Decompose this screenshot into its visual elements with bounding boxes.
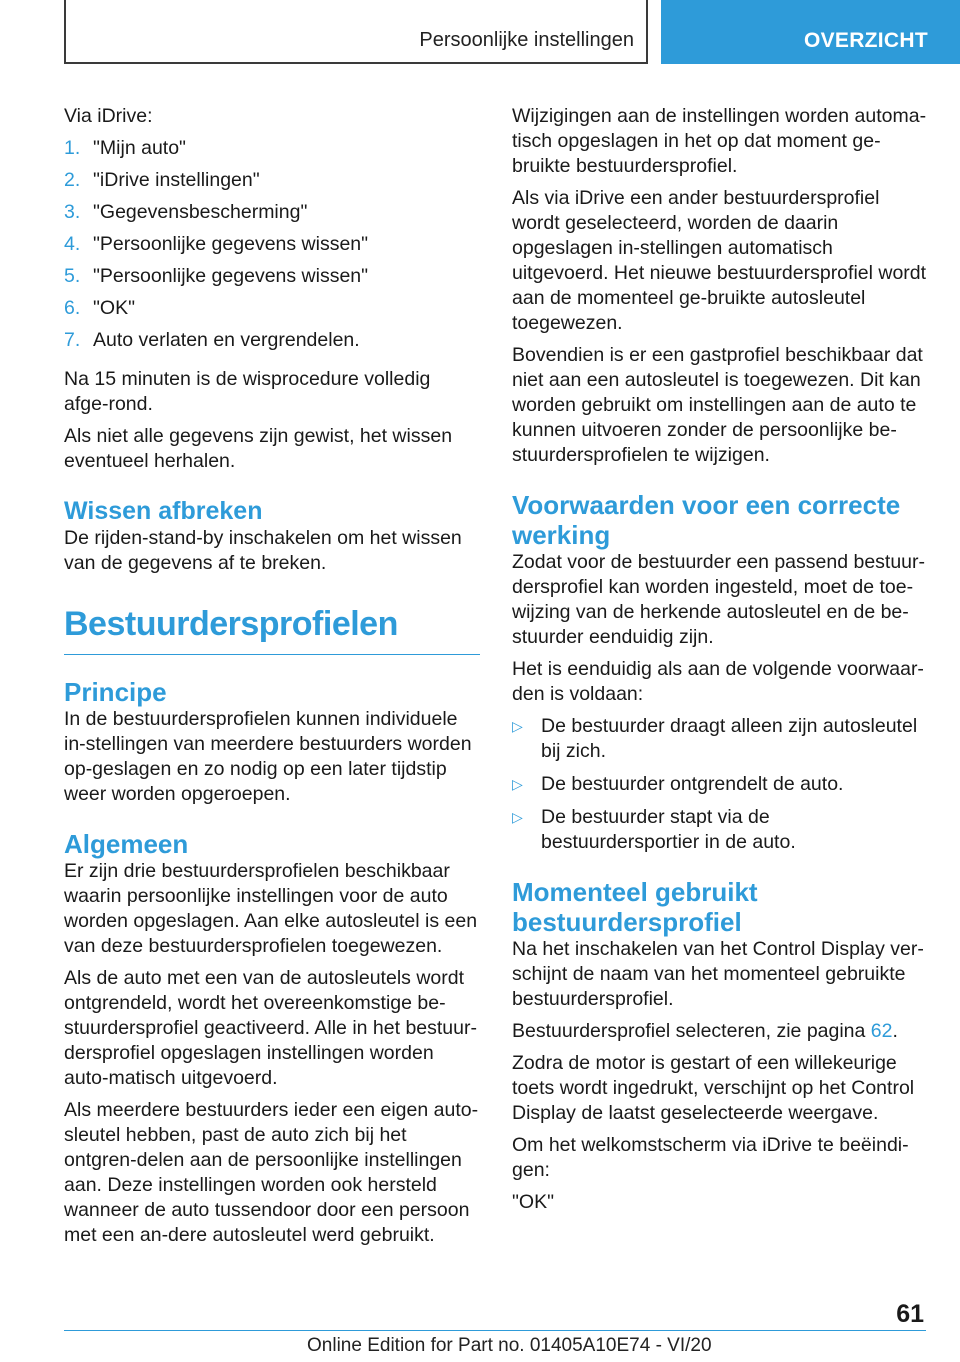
triangle-bullet-icon: ▷ (512, 809, 523, 825)
page-link[interactable]: 62 (870, 1020, 893, 1042)
list-item (64, 264, 480, 296)
paragraph-punctuation: . (892, 1020, 898, 1042)
step-text: "OK" (93, 297, 136, 319)
heading-algemeen: Algemeen (64, 829, 189, 859)
list-item (64, 200, 480, 232)
triangle-bullet-icon: ▷ (512, 776, 523, 792)
list-item (64, 328, 480, 360)
paragraph-text: Bestuurdersprofiel selecteren, zie pagina (512, 1020, 866, 1042)
header-title: Persoonlijke instellingen (419, 29, 634, 51)
bullet-text: De bestuurder ontgrendelt de auto. (541, 773, 844, 795)
paragraph: Als meerdere bestuurders ieder een eigen auto-sleutel hebben, past de auto zich bij het ontgren-delen aan de persoonlijke instellingen aan. Deze instellingen worden ook hersteld wanneer de auto tussendoor door een persoon met een an-dere autosleutel werd gebruikt. (64, 1099, 479, 1246)
step-number: 3. (64, 201, 81, 223)
step-text: "Persoonlijke gegevens wissen" (93, 265, 369, 287)
paragraph: De rijden-stand-by inschakelen om het wissen van de gegevens af te breken. (64, 527, 462, 574)
footer-edition: Online Edition for Part no. 01405A10E74 - VI/20 (307, 1335, 712, 1356)
list-item (64, 296, 480, 328)
list-item (64, 232, 480, 264)
paragraph: Bovendien is er een gastprofiel beschikbaar dat niet aan een autosleutel is toegewezen. Dit kan worden gebruikt om instellingen aan de auto te kunnen uitvoeren zonder de persoonlijke be-stuurdersprofielen te wijzigen. (512, 344, 923, 466)
paragraph: In de bestuurdersprofielen kunnen individuele in-stellingen van meerdere bestuurders worden op-geslagen en zo nodig op een later tijdstip weer worden opgeroepen. (64, 708, 472, 805)
step-text: "Gegevensbescherming" (93, 201, 308, 223)
tab-overzicht-label: OVERZICHT (803, 29, 928, 52)
heading-momenteel: Momenteel gebruikt bestuurdersprofiel (512, 877, 758, 937)
tab-overzicht[interactable] (661, 0, 960, 64)
paragraph (512, 1019, 932, 1044)
triangle-bullet-icon: ▷ (512, 718, 523, 734)
left-column (64, 104, 480, 1255)
list-item (512, 805, 932, 855)
step-number: 4. (64, 233, 81, 255)
step-text: "iDrive instellingen" (93, 169, 260, 191)
step-text: Auto verlaten en vergrendelen. (93, 329, 360, 351)
page-title: Bestuurdersprofielen (64, 604, 480, 655)
step-number: 2. (64, 169, 81, 191)
step-number: 6. (64, 297, 81, 319)
intro-text: Via iDrive: (64, 105, 153, 127)
page-number: 61 (896, 1300, 924, 1328)
bullet-text: De bestuurder draagt alleen zijn autosleutel bij zich. (541, 715, 918, 762)
heading-voorwaarden: Voorwaarden voor een correcte werking (512, 490, 901, 550)
header-title-box (64, 0, 648, 64)
heading-wissen-afbreken: Wissen afbreken (64, 497, 263, 525)
step-text: "Mijn auto" (93, 137, 186, 159)
paragraph: "OK" (512, 1191, 555, 1213)
paragraph: Na het inschakelen van het Control Display ver-schijnt de naam van het momenteel gebruikte bestuurdersprofiel. (512, 938, 924, 1010)
bullet-text: De bestuurder stapt via de bestuurdersportier in de auto. (541, 806, 796, 853)
footer-divider (64, 1330, 926, 1331)
paragraph: Er zijn drie bestuurdersprofielen beschikbaar waarin persoonlijke instellingen voor de auto worden opgeslagen. Aan elke autosleutel is een van deze bestuurdersprofielen toegewezen. (64, 860, 478, 957)
list-item (512, 714, 932, 764)
paragraph: Zodra de motor is gestart of een willekeurige toets wordt ingedrukt, verschijnt op het Control Display de laatst geselecteerde weergave. (512, 1052, 915, 1124)
step-number: 7. (64, 329, 81, 351)
steps-list (64, 136, 480, 360)
paragraph: Om het welkomstscherm via iDrive te beëindi-gen: (512, 1134, 909, 1181)
list-item (64, 168, 480, 200)
list-item (512, 772, 932, 797)
paragraph: Wijzigingen aan de instellingen worden automa-tisch opgeslagen in het op dat moment ge-bruikte bestuurdersprofiel. (512, 105, 927, 177)
paragraph: Als via iDrive een ander bestuurdersprofiel wordt geselecteerd, worden de daarin opgeslagen in-stellingen automatisch uitgevoerd. Het nieuwe bestuurdersprofiel wordt aan de momenteel ge-bruikte autosleutel toegewezen. (512, 187, 927, 334)
conditions-list (512, 714, 932, 855)
step-number: 5. (64, 265, 81, 287)
right-column (512, 104, 932, 1222)
step-text: "Persoonlijke gegevens wissen" (93, 233, 369, 255)
paragraph: Als niet alle gegevens zijn gewist, het wissen eventueel herhalen. (64, 425, 453, 472)
paragraph: Na 15 minuten is de wisprocedure volledig afge-rond. (64, 368, 431, 415)
paragraph: Zodat voor de bestuurder een passend bestuur-dersprofiel kan worden ingesteld, moet de toe-wijzing van de herkende autosleutel en de be-stuurder eenduidig zijn. (512, 551, 926, 648)
paragraph: Het is eenduidig als aan de volgende voorwaar-den is voldaan: (512, 658, 924, 705)
paragraph: Als de auto met een van de autosleutels wordt ontgrendeld, wordt het overeenkomstige be-stuurdersprofiel geactiveerd. Alle in het bestuur-dersprofiel opgeslagen instellingen worden auto-matisch uitgevoerd. (64, 967, 477, 1089)
step-number: 1. (64, 137, 81, 159)
list-item (64, 136, 480, 168)
heading-principe: Principe (64, 677, 167, 707)
